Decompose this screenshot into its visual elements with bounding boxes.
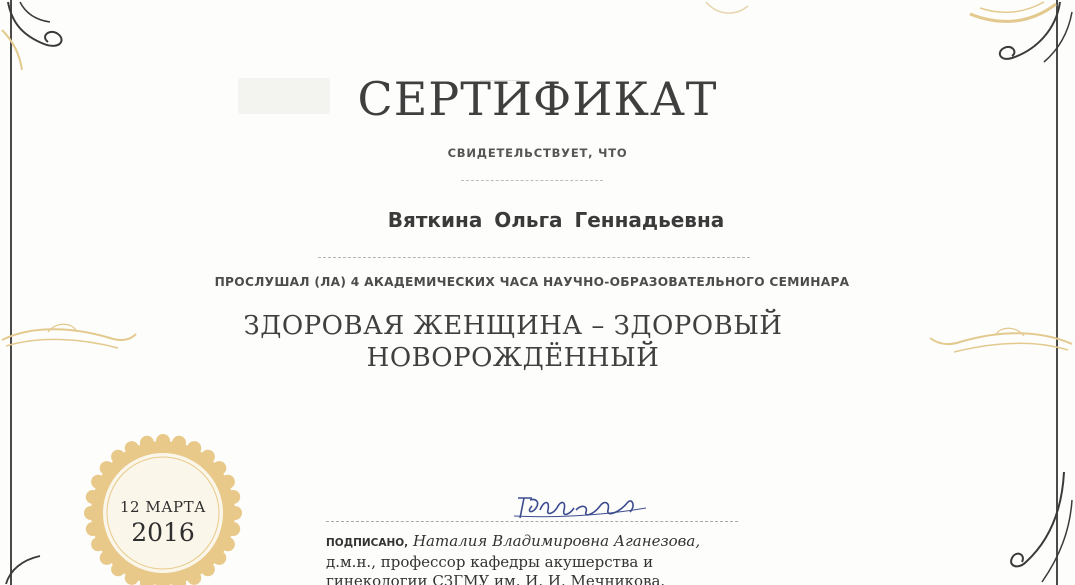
- divider-short: [461, 180, 603, 181]
- seal-year: 2016: [131, 518, 195, 547]
- signer-info: [326, 532, 756, 585]
- signer-title-line-2: гинекологии СЗГМУ им. И. И. Мечникова.: [326, 572, 666, 585]
- certificate-title: СЕРТИФИКАТ: [357, 72, 718, 126]
- signer-title-line-1: д.м.н., профессор кафедры акушерства и: [326, 553, 654, 571]
- signature-line: [326, 521, 738, 522]
- signer-name: Наталия Владимировна Аганезова,: [412, 532, 701, 550]
- divider-long: [318, 257, 750, 258]
- corner-ornament-bottom-right: [990, 470, 1075, 585]
- certifies-label: СВИДЕТЕЛЬСТВУЕТ, ЧТО: [447, 146, 628, 160]
- corner-ornament-bottom-left: [0, 540, 60, 585]
- date-seal: [84, 434, 242, 585]
- seminar-title: [0, 310, 1026, 374]
- handwritten-signature: [510, 488, 650, 524]
- corner-ornament-top-left: [0, 0, 80, 80]
- seminar-title-line-1: ЗДОРОВАЯ ЖЕНЩИНА – ЗДОРОВЫЙ: [243, 311, 783, 341]
- top-center-ornament: [704, 0, 764, 20]
- seal-date: 12 МАРТА: [119, 498, 207, 516]
- seminar-title-line-2: НОВОРОЖДЁННЫЙ: [366, 343, 660, 373]
- attendance-statement: ПРОСЛУШАЛ (ЛА) 4 АКАДЕМИЧЕСКИХ ЧАСА НАУЧНО-ОБРАЗОВАТЕЛЬНОГО СЕМИНАРА: [214, 275, 850, 289]
- corner-ornament-top-right: [960, 0, 1075, 70]
- signed-label: ПОДПИСАНО,: [326, 537, 409, 549]
- recipient-name: Вяткина Ольга Геннадьевна: [387, 208, 725, 232]
